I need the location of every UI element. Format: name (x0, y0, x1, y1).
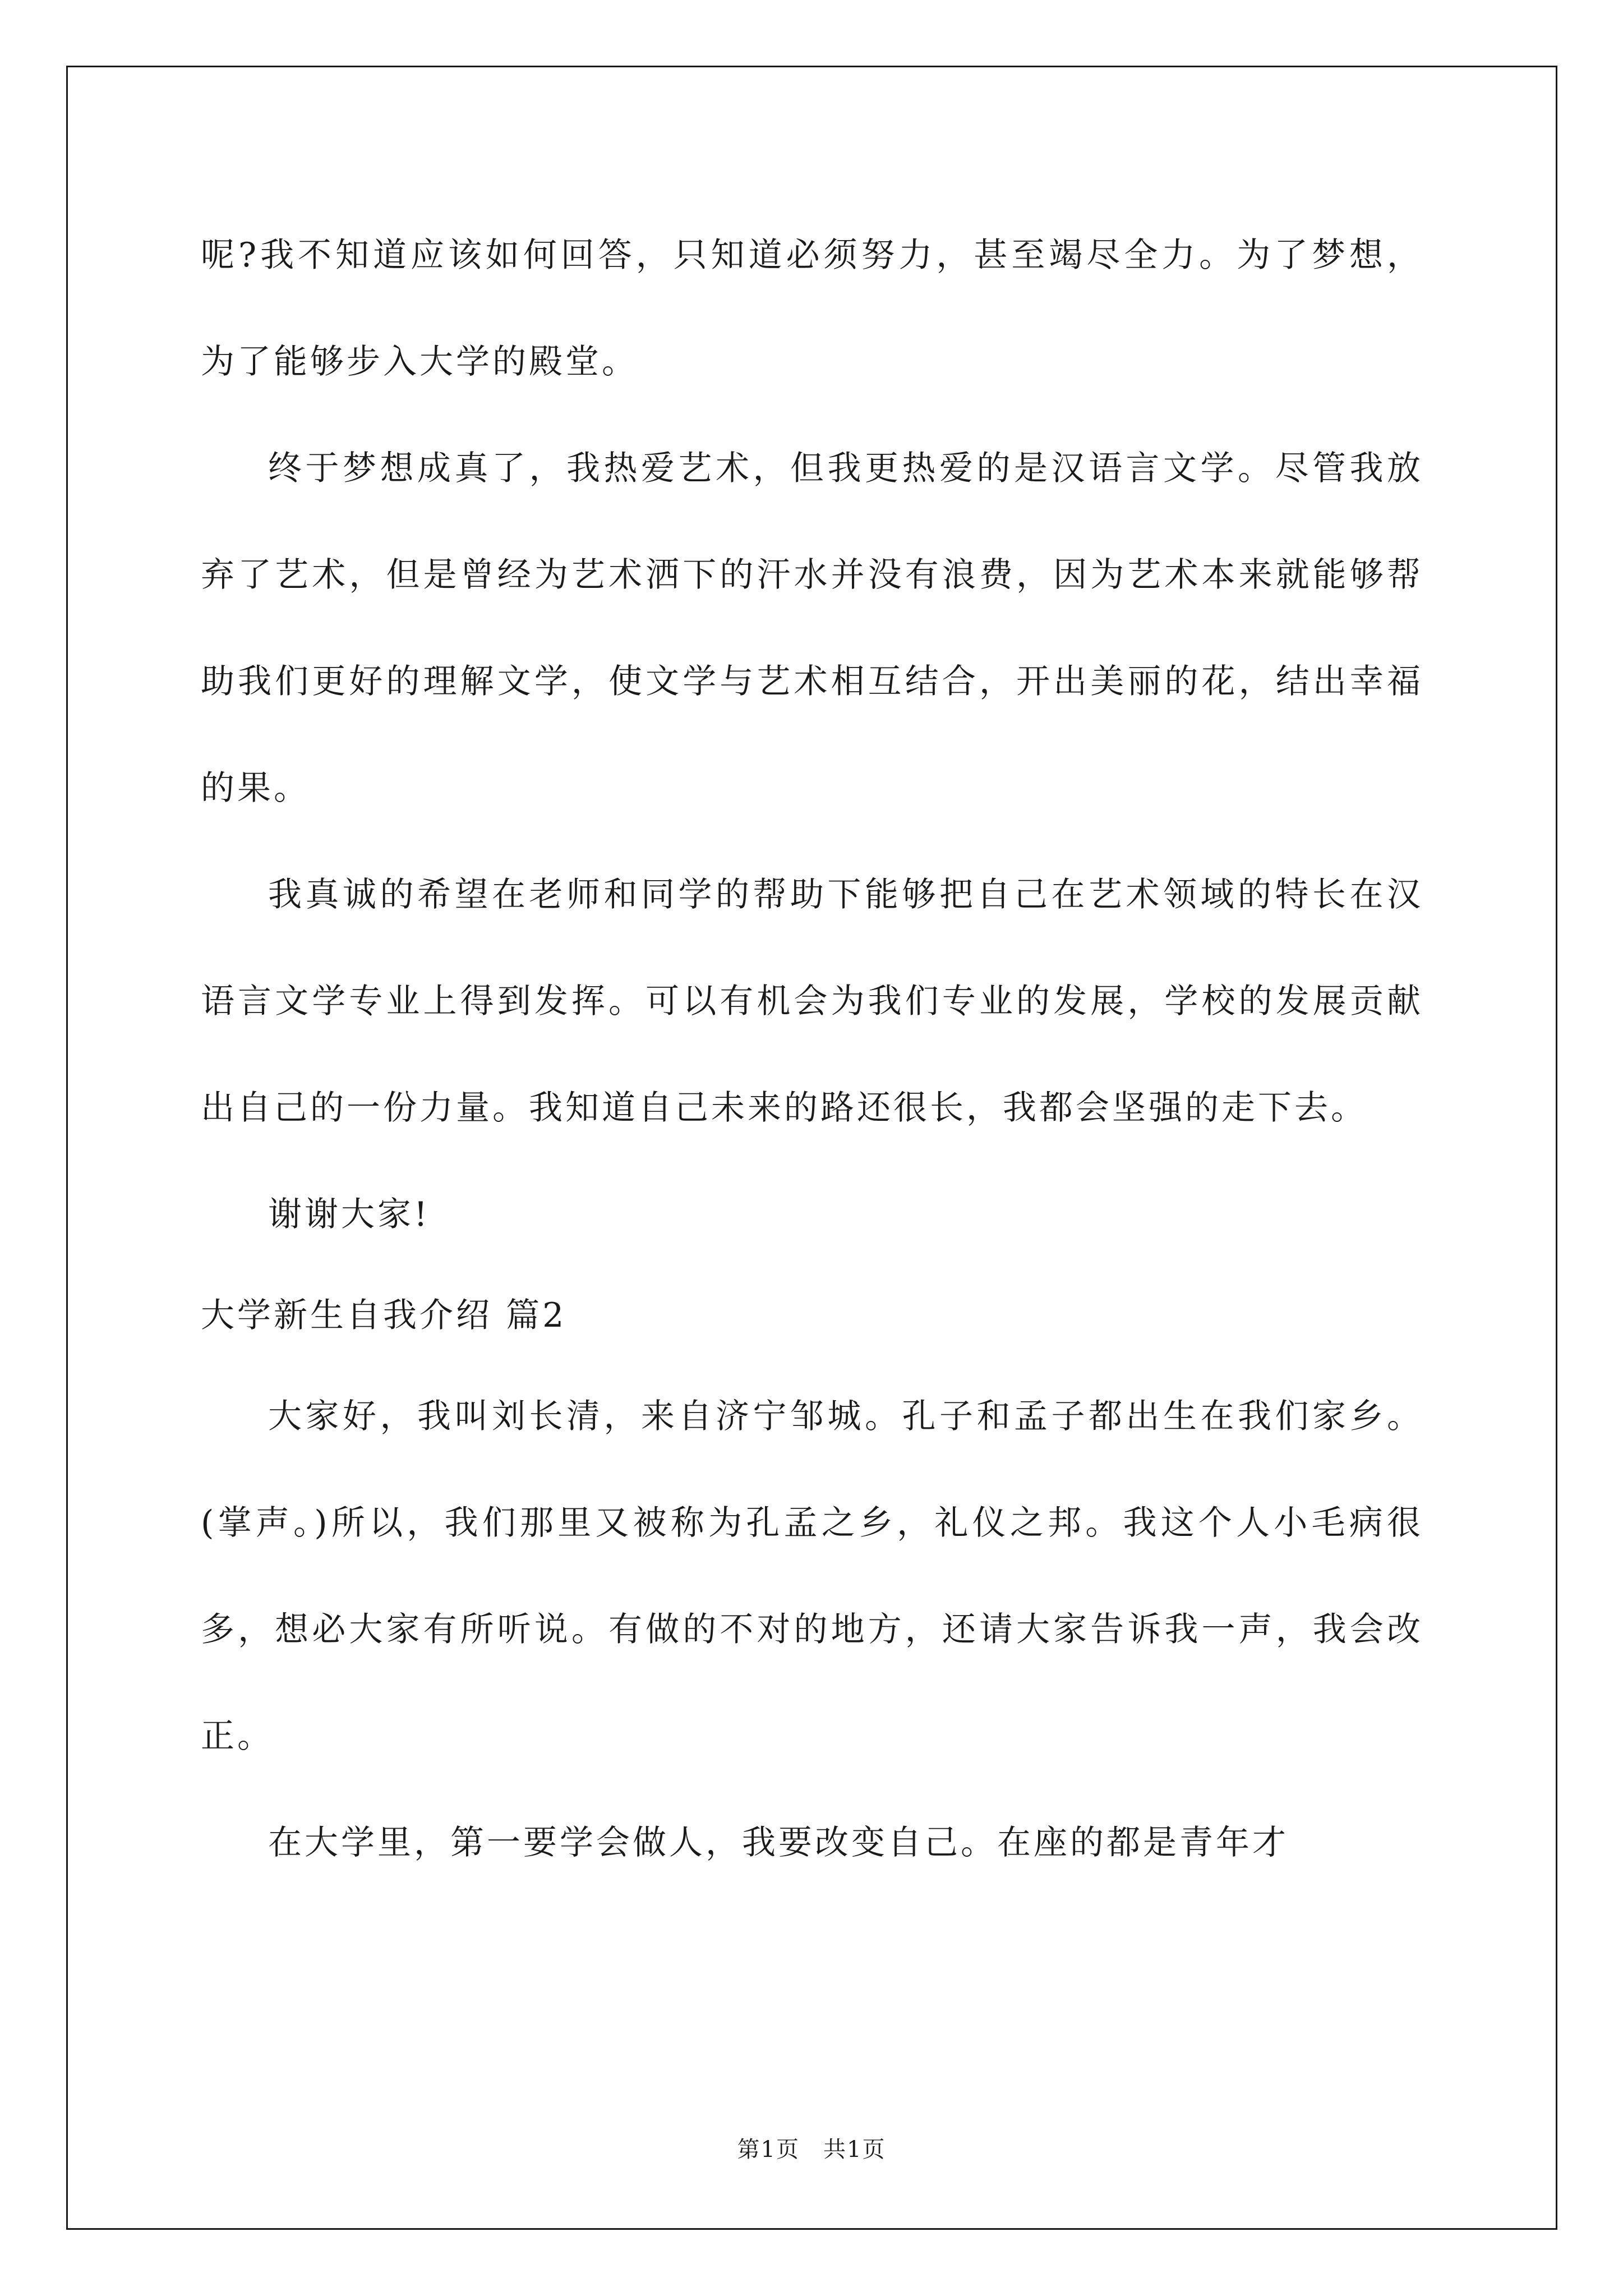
paragraph-2: 终于梦想成真了，我热爱艺术，但我更热爱的是汉语言文学。尽管我放弃了艺术，但是曾经为艺术洒下的汗水并没有浪费，因为艺术本来就能够帮助我们更好的理解文学，使文学与艺术相互结合，开出美丽的花，结出幸福的果。 (201, 449, 1423, 808)
paragraph-1: 呢?我不知道应该如何回答，只知道必须努力，甚至竭尽全力。为了梦想，为了能够步入大学的殿堂。 (201, 236, 1423, 381)
paragraph-6: 在大学里，第一要学会做人，我要改变自己。在座的都是青年才 (268, 1823, 1289, 1862)
paragraph-5: 大家好，我叫刘长清，来自济宁邹城。孔子和孟子都出生在我们家乡。(掌声。)所以，我们那里又被称为孔孟之乡，礼仪之邦。我这个人小毛病很多，想必大家有所听说。有做的不对的地方，还请大家告诉我一声，我会改正。 (201, 1397, 1423, 1756)
page-footer: 第1页 共1页 (737, 2137, 886, 2162)
paragraph-3: 我真诚的希望在老师和同学的帮助下能够把自己在艺术领域的特长在汉语言文学专业上得到发挥。可以有机会为我们专业的发展，学校的发展贡献出自己的一份力量。我知道自己未来的路还很长，我都会坚强的走下去。 (201, 875, 1423, 1128)
paragraph-thanks: 谢谢大家! (268, 1195, 431, 1234)
section-heading: 大学新生自我介绍 篇2 (201, 1296, 567, 1335)
document-body (201, 202, 1423, 1896)
